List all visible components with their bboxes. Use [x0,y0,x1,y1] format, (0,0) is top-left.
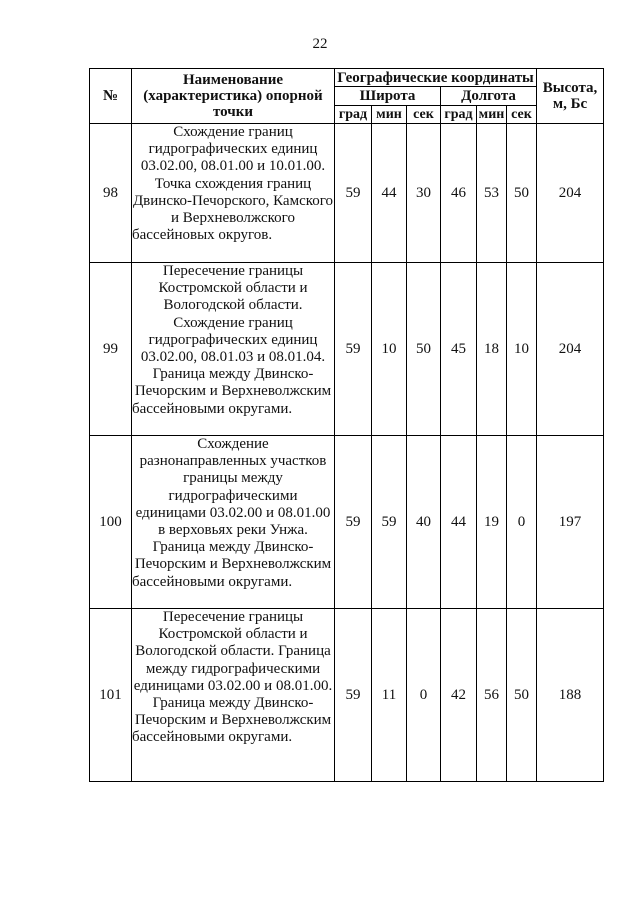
header-lat-min: мин [372,106,407,124]
lon-deg: 42 [441,609,477,782]
header-height: Высота, м, Бс [537,69,604,124]
lon-deg: 46 [441,124,477,263]
row-description: Схождение границ гидрографических единиц 03.02.00, 08.01.00 и 10.01.00. Точка схождения границ Двинско-Печорского, Камского и Верхневолжского бассейновых округов. [132,124,335,263]
height-value: 197 [537,436,604,609]
lat-sec: 30 [407,124,441,263]
lon-sec: 50 [507,124,537,263]
lat-deg: 59 [335,609,372,782]
table-row [90,436,604,609]
lat-sec: 50 [407,263,441,436]
header-name: Наименование (характеристика) опорной точки [132,69,335,124]
header-number: № [90,69,132,124]
lat-sec: 0 [407,609,441,782]
lat-sec: 40 [407,436,441,609]
lon-deg: 44 [441,436,477,609]
row-number: 101 [90,609,132,782]
header-lon-min: мин [477,106,507,124]
lon-sec: 50 [507,609,537,782]
table-row [90,609,604,782]
row-number: 99 [90,263,132,436]
header-geo-coordinates: Географические координаты [335,69,537,87]
header-lon-sec: сек [507,106,537,124]
lon-min: 56 [477,609,507,782]
lon-min: 18 [477,263,507,436]
lat-deg: 59 [335,124,372,263]
lon-deg: 45 [441,263,477,436]
lon-sec: 0 [507,436,537,609]
header-lat-sec: сек [407,106,441,124]
row-description: Пересечение границы Костромской области и Вологодской области. Схождение границ гидрографических единиц 03.02.00, 08.01.03 и 08.01.04. Граница между Двинско-Печорским и Верхневолжским бассейновыми округами. [132,263,335,436]
row-description: Пересечение границы Костромской области и Вологодской области. Граница между гидрографическими единицами 03.02.00 и 08.01.00. Граница между Двинско-Печорским и Верхневолжским бассейновыми округами. [132,609,335,782]
lon-min: 19 [477,436,507,609]
lat-min: 59 [372,436,407,609]
table-row [90,263,604,436]
row-number: 98 [90,124,132,263]
lat-min: 10 [372,263,407,436]
height-value: 204 [537,124,604,263]
lat-deg: 59 [335,263,372,436]
height-value: 188 [537,609,604,782]
header-lat-deg: град [335,106,372,124]
table-row [90,124,604,263]
lat-min: 44 [372,124,407,263]
page-number: 22 [312,36,328,52]
lon-min: 53 [477,124,507,263]
coordinates-table [89,68,604,782]
lon-sec: 10 [507,263,537,436]
header-lon-deg: град [441,106,477,124]
row-number: 100 [90,436,132,609]
row-description: Схождение разнонаправленных участков границы между гидрографическими единицами 03.02.00 и 08.01.00 в верховьях реки Унжа. Граница между Двинско-Печорским и Верхневолжским бассейновыми округами. [132,436,335,609]
header-latitude: Широта [335,87,441,106]
height-value: 204 [537,263,604,436]
lat-deg: 59 [335,436,372,609]
lat-min: 11 [372,609,407,782]
header-longitude: Долгота [441,87,537,106]
